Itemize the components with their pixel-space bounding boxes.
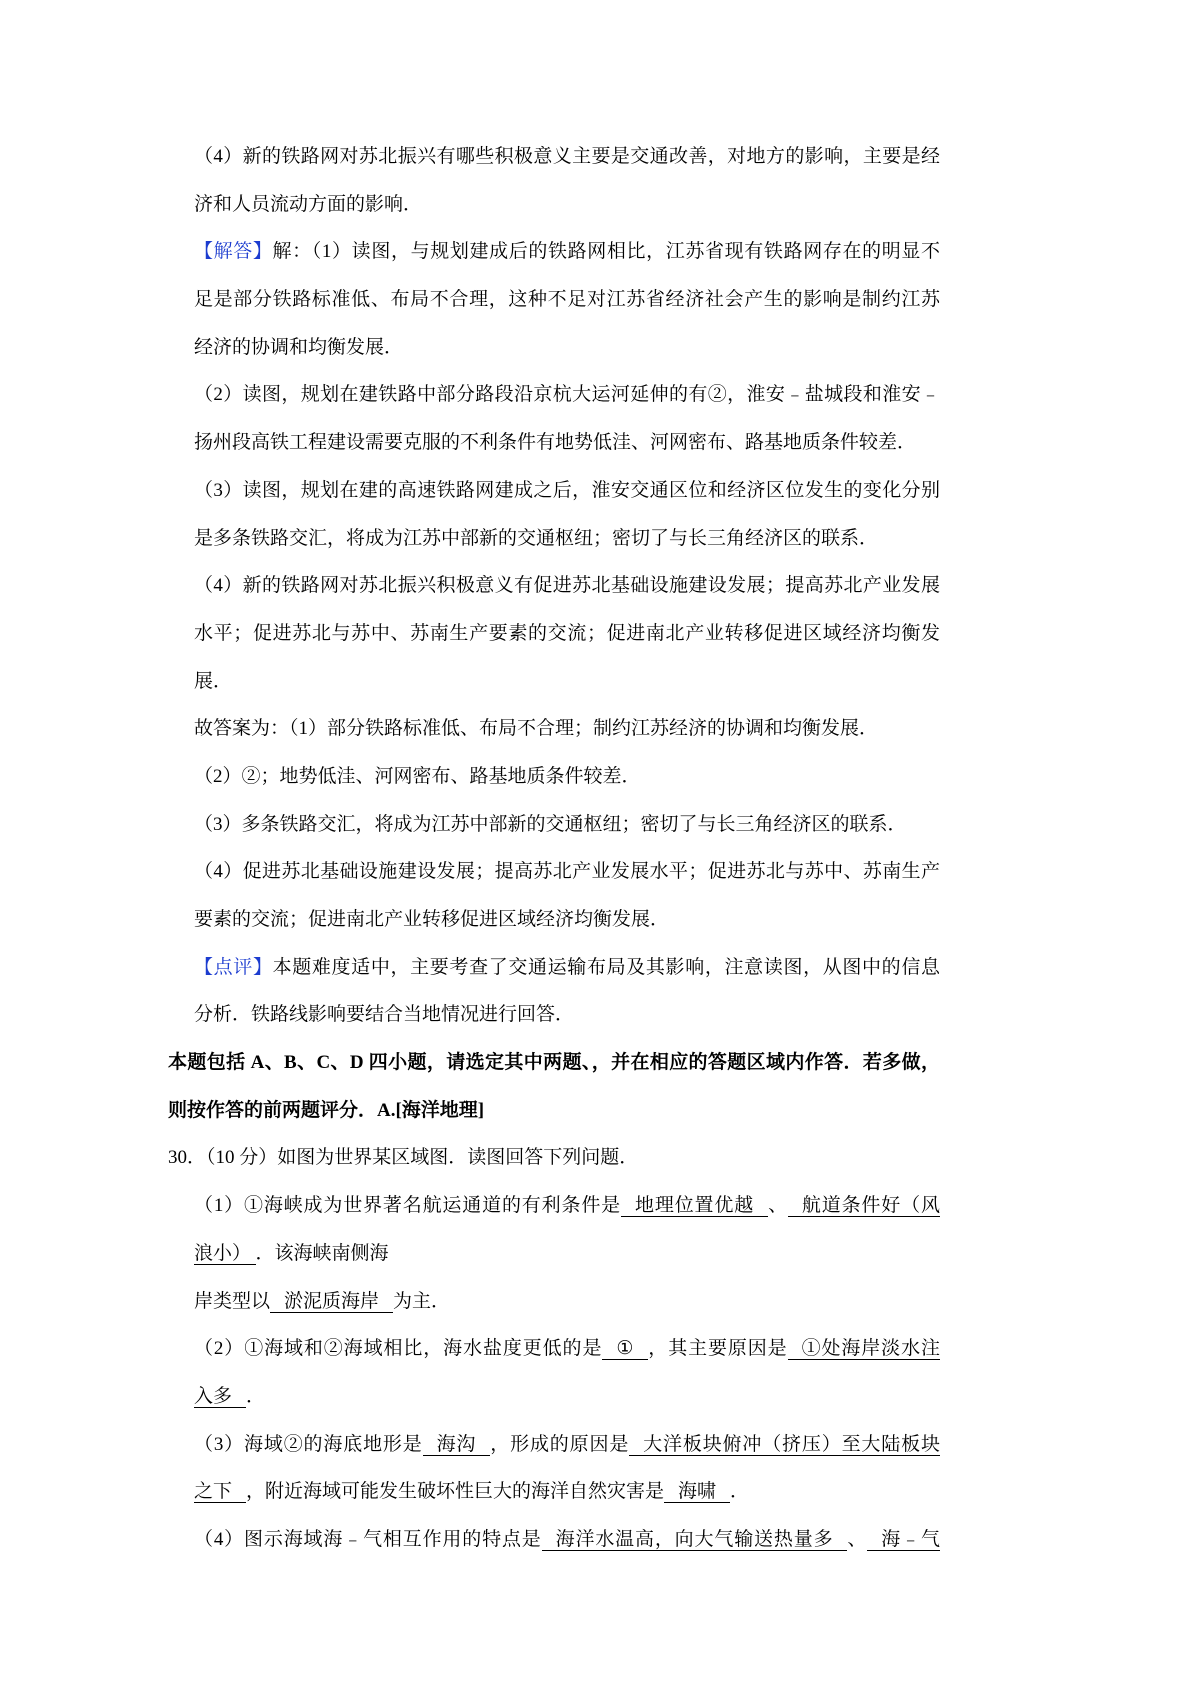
separator: 、 [768,1195,788,1217]
answer-blank: 海沟 [423,1434,491,1456]
comment-line: 分析．铁路线影响要结合当地情况进行回答． [194,1004,575,1026]
question-part-3-line [168,1421,940,1469]
solution-section [168,228,940,705]
question-part-2-line [168,1325,940,1373]
question-part-1-line [168,1182,940,1230]
solution-line: （3）读图，规划在建的高速铁路网建成之后，淮安交通区位和经济区位发生的变化分别 [194,479,940,501]
analysis-line: （4）新的铁路网对苏北振兴有哪些积极意义主要是交通改善，对地方的影响，主要是经 [194,146,940,167]
answer-blank: 入多 [194,1386,246,1408]
question-prompt: ．该海峡南侧海 [255,1242,389,1264]
comment-text: 本题难度适中，主要考查了交通运输布局及其影响，注意读图，从图中的信息 [272,956,940,978]
comment-section [168,944,940,1039]
question-part-1-line [168,1278,940,1326]
answer-blank: ① [602,1338,648,1360]
solution-line: 展． [194,670,233,692]
final-answer-line: 故答案为：（1）部分铁路标准低、布局不合理；制约江苏经济的协调和均衡发展． [194,718,879,740]
question-prompt: ，附近海域可能发生破坏性巨大的海洋自然灾害是 [246,1481,665,1503]
final-answer-line: （2）②；地势低洼、河网密布、路基地质条件较差． [194,765,641,787]
question-prompt: （4）图示海域海﹣气相互作用的特点是 [194,1528,542,1550]
analysis-line: 济和人员流动方面的影响． [194,193,423,215]
answer-blank: 海﹣气 [867,1529,940,1551]
answer-blank: 淤泥质海岸 [270,1291,393,1313]
answer-blank: 浪小） [194,1243,256,1265]
final-answer-line: 要素的交流；促进南北产业转移促进区域经济均衡发展． [194,909,670,930]
section-instructions [168,1039,940,1134]
solution-line: （2）读图，规划在建铁路中部分路段沿京杭大运河延伸的有②，淮安﹣盐城段和淮安﹣ [194,384,940,406]
question-30 [168,1134,940,1563]
answer-blank: 之下 [194,1481,246,1503]
answer-blank: 大洋板块俯冲（挤压）至大陆板块 [629,1434,940,1456]
answer-blank: 航道条件好（风 [788,1195,940,1217]
question-prompt: 岸类型以 [194,1290,271,1312]
solution-line: 扬州段高铁工程建设需要克服的不利条件有地势低洼、河网密布、路基地质条件较差． [194,432,917,454]
solution-label: 【解答】 [194,241,273,263]
question-prompt: ． [246,1385,266,1407]
question-heading: 30．（10 分）如图为世界某区域图．读图回答下列问题． [168,1147,639,1169]
solution-line: 水平；促进苏北与苏中、苏南生产要素的交流；促进南北产业转移促进区域经济均衡发 [194,622,940,644]
comment-line [168,944,940,992]
solution-line: 经济的协调和均衡发展． [194,336,404,358]
question-prompt: （2）①海域和②海域相比，海水盐度更低的是 [194,1338,603,1360]
question-part-3-line [168,1468,940,1516]
question-prompt: ，其主要原因是 [648,1338,788,1360]
solution-line: 足是部分铁路标准低、布局不合理，这种不足对江苏省经济社会产生的影响是制约江苏 [194,289,940,311]
question-29-analysis [168,133,940,228]
question-prompt: （3）海域②的海底地形是 [194,1433,423,1455]
solution-text: 解：（1）读图，与规划建成后的铁路网相比，江苏省现有铁路网存在的明显不 [272,241,940,263]
question-part-4-line [168,1516,940,1564]
question-prompt: ，形成的原因是 [490,1433,630,1455]
answer-blank: 海洋水温高，向大气输送热量多 [542,1529,848,1551]
question-prompt: ． [730,1481,750,1503]
question-prompt: 为主． [393,1290,451,1312]
solution-line: 是多条铁路交汇，将成为江苏中部新的交通枢纽；密切了与长三角经济区的联系． [194,527,879,549]
solution-line: （4）新的铁路网对苏北振兴积极意义有促进苏北基础设施建设发展；提高苏北产业发展 [194,575,940,597]
page-content [168,133,940,1564]
final-answer-line: （3）多条铁路交汇，将成为江苏中部新的交通枢纽；密切了与长三角经济区的联系． [194,813,907,835]
instruction-line: 本题包括 A、B、C、D 四小题，请选定其中两题、，并在相应的答题区域内作答．若多做， [168,1052,940,1074]
comment-label: 【点评】 [194,956,273,978]
final-answer-section [168,705,940,943]
solution-line [168,228,940,276]
question-part-2-line [168,1373,940,1421]
question-part-1-line [168,1230,940,1278]
answer-blank: 地理位置优越 [621,1195,768,1217]
final-answer-line: （4）促进苏北基础设施建设发展；提高苏北产业发展水平；促进苏北与苏中、苏南生产 [194,861,940,883]
answer-blank: ①处海岸淡水注 [788,1338,940,1360]
answer-blank: 海啸 [664,1481,730,1503]
separator: 、 [847,1528,868,1550]
question-prompt: （1）①海峡成为世界著名航运通道的有利条件是 [194,1195,622,1217]
instruction-line: 则按作答的前两题评分．A.[海洋地理] [168,1099,485,1121]
